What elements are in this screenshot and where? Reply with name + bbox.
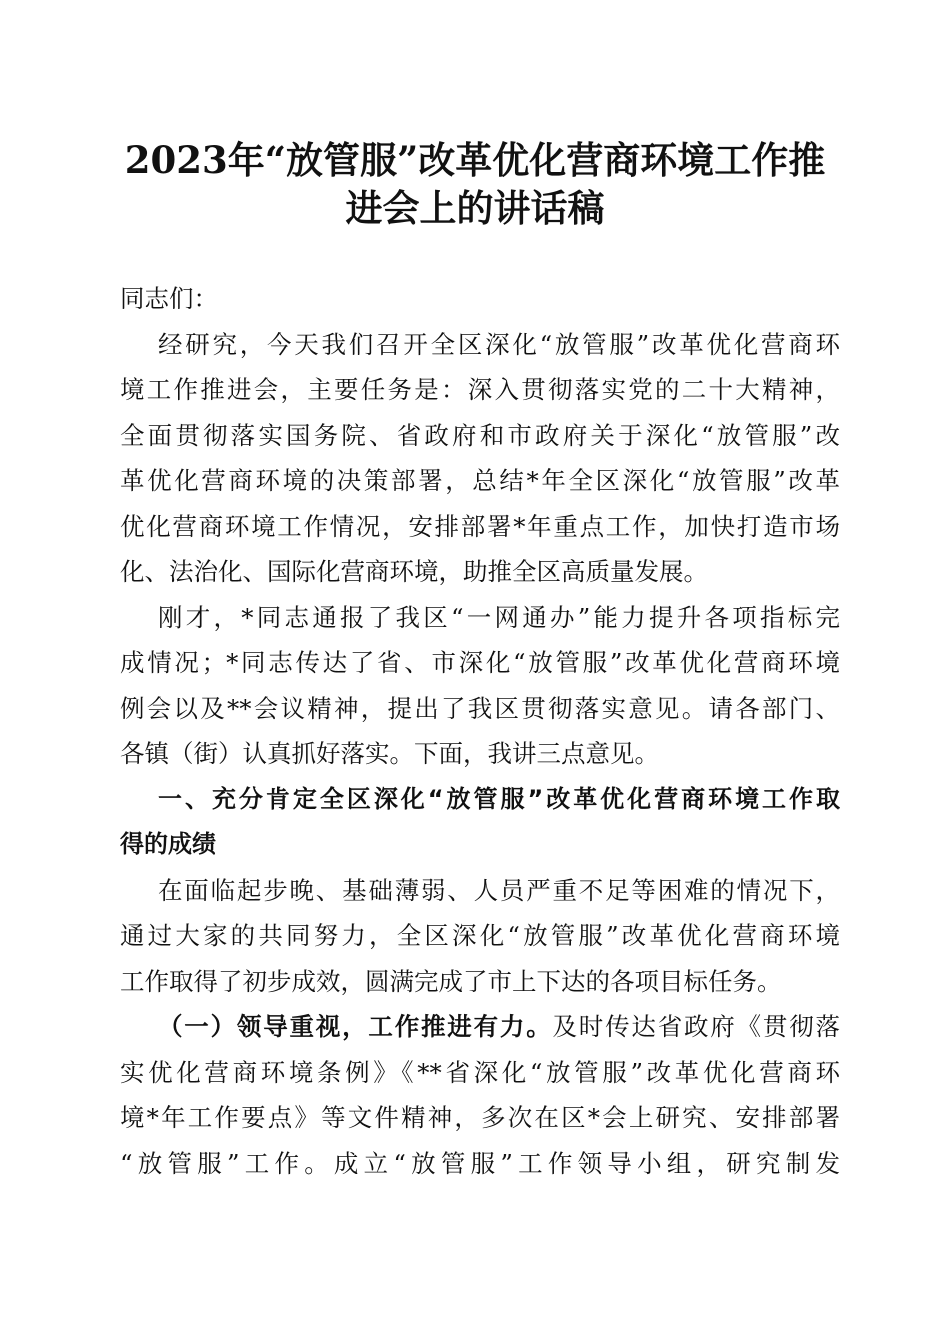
paragraph-leadership — [120, 1004, 840, 1186]
paragraph-line: “放管服”工作。成立“放管服”工作领导小组，研究制发 — [120, 1148, 840, 1178]
paragraph-opening — [120, 322, 840, 595]
paragraph-line: 境工作推进会，主要任务是：深入贯彻落实党的二十大精神， — [120, 375, 840, 404]
paragraph-line: 优化营商环境工作情况，安排部署*年重点工作，加快打造市场 — [120, 511, 840, 541]
paragraph-line: 刚才，*同志通报了我区“一网通办”能力提升各项指标完 — [158, 602, 840, 632]
paragraph-achievements — [120, 868, 840, 1005]
paragraph-line: 工作取得了初步成效，圆满完成了市上下达的各项目标任务。 — [120, 966, 782, 996]
paragraph-line: 革优化营商环境的决策部署，总结*年全区深化“放管服”改革 — [120, 466, 840, 495]
paragraph-line: 各镇（街）认真抓好落实。下面，我讲三点意见。 — [120, 739, 659, 768]
paragraph-line: 例会以及**会议精神，提出了我区贯彻落实意见。请各部门、 — [120, 693, 840, 723]
heading-line: 一、充分肯定全区深化“放管服”改革优化营商环境工作取 — [158, 784, 840, 813]
salutation: 同志们： — [120, 284, 218, 313]
title-line: 2023年“放管服”改革优化营商环境工作推 — [124, 138, 826, 182]
paragraph-line: 全面贯彻落实国务院、省政府和市政府关于深化“放管服”改 — [120, 420, 840, 450]
paragraph-text: 及时传达省政府《贯彻落 — [552, 1012, 840, 1041]
paragraph-line: 化、法治化、国际化营商环境，助推全区高质量发展。 — [120, 557, 708, 586]
title-line: 进会上的讲话稿 — [345, 186, 605, 230]
paragraph-line — [120, 1004, 840, 1050]
document-title — [110, 136, 840, 232]
subsection-lead: （一）领导重视，工作推进有力。 — [158, 1012, 553, 1041]
paragraph-line: 经研究，今天我们召开全区深化“放管服”改革优化营商环 — [158, 329, 840, 359]
document-body — [120, 276, 840, 1186]
paragraph-line: 通过大家的共同努力，全区深化“放管服”改革优化营商环境 — [120, 921, 840, 950]
section-heading-1 — [120, 777, 840, 868]
paragraph-line: 成情况；*同志传达了省、市深化“放管服”改革优化营商环境 — [120, 648, 840, 677]
paragraph-line: 境*年工作要点》等文件精神，多次在区*会上研究、安排部署 — [120, 1103, 840, 1132]
paragraph-line: 实优化营商环境条例》《**省深化“放管服”改革优化营商环 — [120, 1057, 840, 1087]
paragraph-briefing — [120, 595, 840, 777]
heading-line: 得的成绩 — [120, 830, 216, 858]
paragraph-line: 在面临起步晚、基础薄弱、人员严重不足等困难的情况下， — [158, 875, 840, 905]
